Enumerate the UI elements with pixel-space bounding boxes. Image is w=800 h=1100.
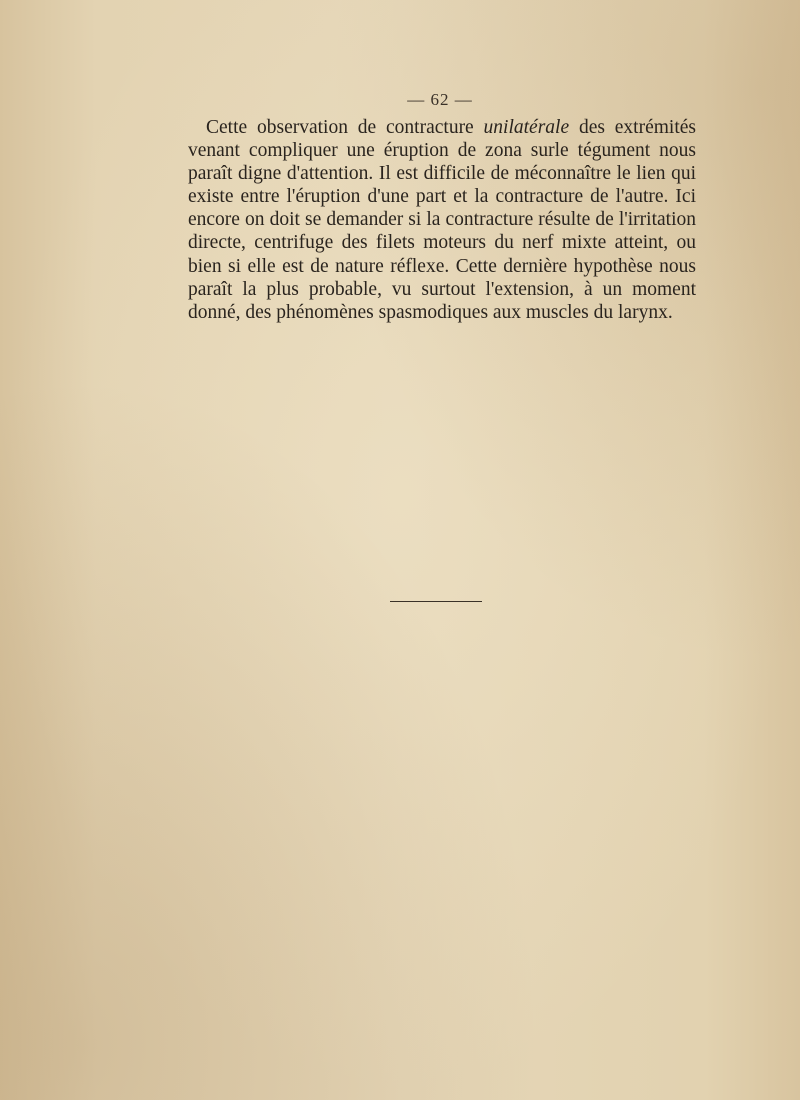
paragraph-text-start: Cette observation de contracture [206,117,484,138]
paragraph-italic-term: unilatérale [483,117,570,138]
paragraph-text-rest: des extrémités venant compliquer une éruption de zona surle tégument nous paraît digne d'attention. Il est difficile de méconnaître le lien qui existe entre l'éruption d'une part et la contracture de l'autre. Ici encore on doit se demander si la contracture résulte de l'irritation directe, centrifuge des filets moteurs du nerf mixte atteint, ou bien si elle est de nature réflexe. Cette dernière hypothèse nous paraît la plus probable, vu surtout l'extension, à un moment donné, des phénomènes spasmodiques aux muscles du larynx. [188,117,696,323]
section-separator-rule [390,601,482,602]
page-number: — 62 — [407,90,473,109]
body-paragraph [188,116,696,324]
